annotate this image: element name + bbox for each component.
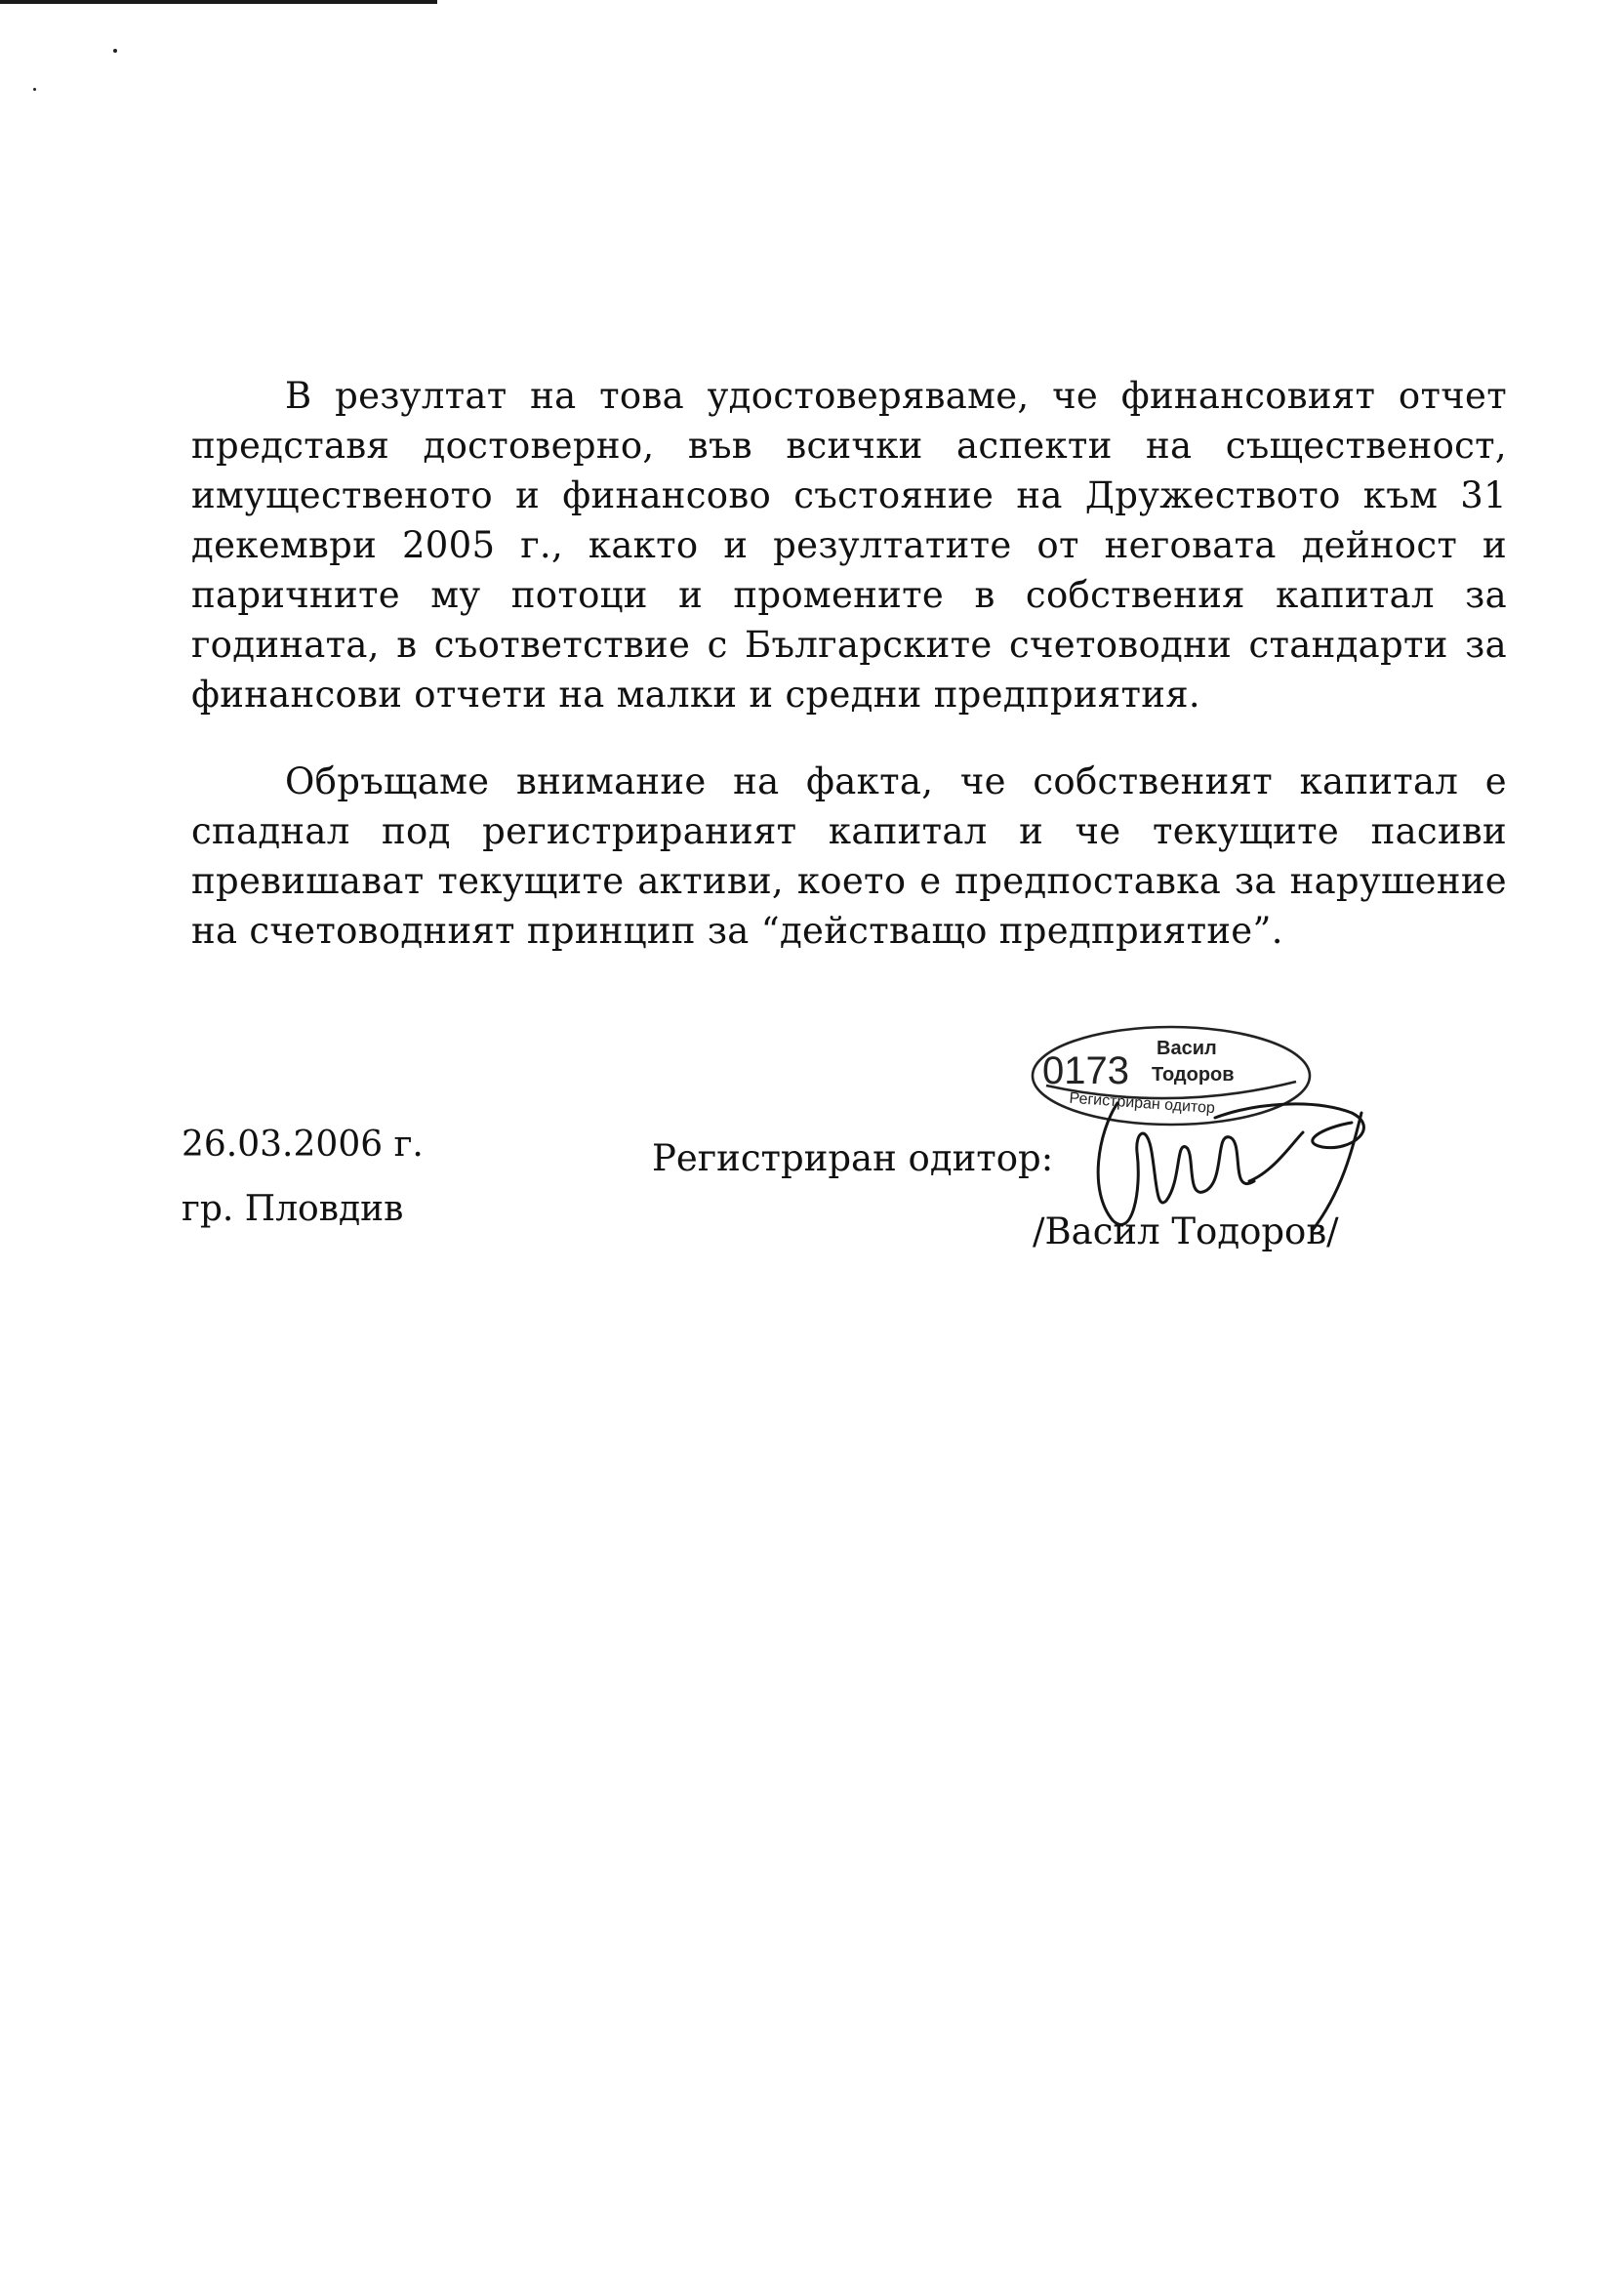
auditor-label: Регистриран одитор: xyxy=(652,1137,1054,1179)
scan-speck xyxy=(113,49,117,53)
stamp-number: 0173 xyxy=(1042,1049,1129,1092)
scan-top-edge xyxy=(0,0,437,4)
report-date: 26.03.2006 г. xyxy=(182,1125,424,1165)
scan-speck xyxy=(33,88,36,91)
opinion-paragraph: В резултат на това удостоверяваме, че финансовият отчет представя достоверно, във всички аспекти на същественост, имущественото и финансово състояние на Дружеството към 31 декември 2005 г., както и резултатите от неговата дейност и паричните му потоци и промените в собствения капитал за годината, в съответствие с Българските счетоводни стандарти за финансови отчети на малки и средни предприятия. xyxy=(191,375,1507,716)
audit-opinion-text xyxy=(191,371,1507,993)
stamp-title: Регистриран одитор xyxy=(1068,1089,1216,1118)
auditor-name: /Васил Тодоров/ xyxy=(1033,1210,1339,1252)
stamp-name-line1: Васил xyxy=(1157,1038,1217,1059)
emphasis-paragraph: Обръщаме внимание на факта, че собственият капитал е спаднал под регистрираният капитал и че текущите пасиви превишават текущите активи, което е предпоставка за нарушение на счетоводният принцип за “действащо предприятие”. xyxy=(191,760,1507,952)
report-city: гр. Пловдив xyxy=(182,1189,404,1229)
stamp-name-line2: Тодоров xyxy=(1152,1064,1235,1086)
